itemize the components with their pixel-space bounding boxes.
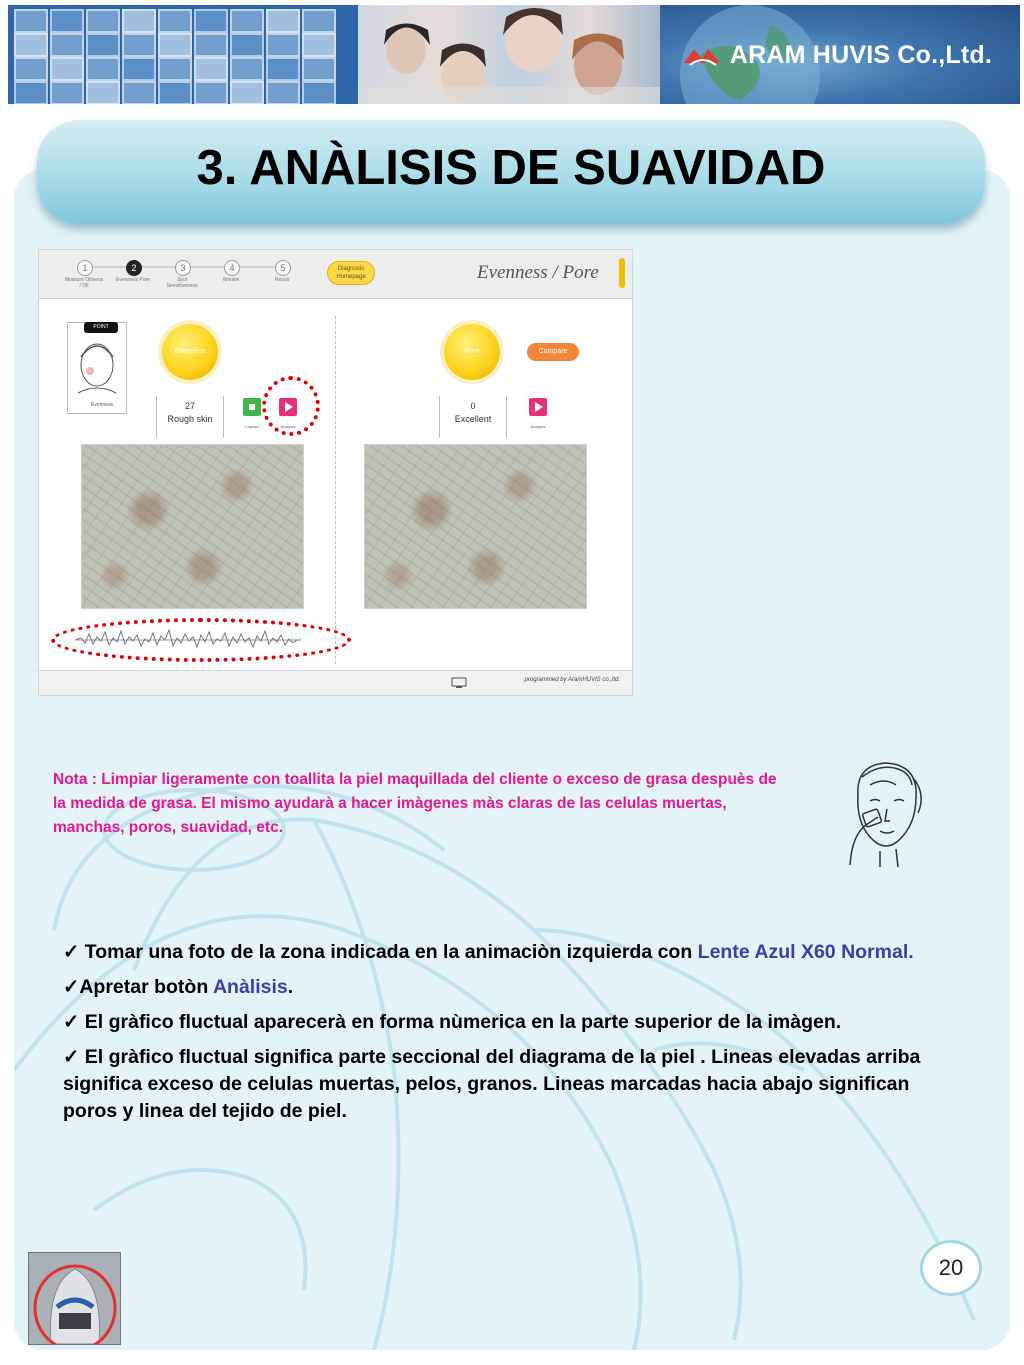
brand [682,41,992,70]
lens-highlight: Lente Azul X60 Normal. [697,941,914,963]
step-2 [126,260,142,276]
analysis-label: Analysis [280,424,296,429]
homepage-button-label: Homepage [336,274,366,280]
analysis-highlight: Anàlisis [212,976,288,998]
woman-cleansing-face-illustration [840,755,932,870]
banner-tile [302,57,336,81]
step-number: 1 [82,263,88,273]
banner-tile [50,81,84,104]
brand-name: ARAM HUVIS Co.,Ltd. [729,41,992,69]
banner-tile [158,33,192,57]
pore-analysis-button[interactable] [529,398,547,416]
banner-tile [194,9,228,33]
note-text: Nota : Limpiar ligeramente con toallita la piel maquillada del cliente o exceso de grasa despuès de la medida de grasa. El mismo ayudarà a hacer imàgenes màs claras de las celulas muertas, manchas, poros, suavidad, etc. [53,771,777,836]
instruction-item [63,974,935,1001]
banner-tile [194,81,228,104]
evenness-button-label: Evenness [174,348,206,355]
credit-bar [39,670,632,695]
pore-score-text: Excellent [454,414,492,424]
instruction-text: ✓ Tomar una foto de la zona indicada en la animaciòn izquierda con [63,941,698,963]
step-number: 4 [229,263,235,273]
banner-tile [158,57,192,81]
homepage-button-top: Diagnosis [337,266,365,272]
capture-label: Capture [244,424,260,429]
step-label: Moisture Oiliness / Oil [64,277,104,289]
aram-huvis-logo-icon [682,45,722,67]
banner-tile [266,33,300,57]
banner-photo-strip [358,5,678,104]
banner-tile [14,57,48,81]
banner-tile [194,33,228,57]
title-marker [619,258,625,288]
banner-tile [86,33,120,57]
banner-tile [14,81,48,104]
instruction-list [63,939,935,1133]
banner-tile [158,9,192,33]
credit-text: programmed by AramHUVIS co.,ltd. [524,677,620,683]
banner-tile [50,9,84,33]
banner-tile [86,57,120,81]
banner-tile [86,9,120,33]
face-guide-icon [68,323,126,413]
skin-image-evenness [81,444,304,609]
instruction-item: ✓ El gràfico fluctual significa parte seccional del diagrama de la piel . Lineas elevadas arriba significa exceso de celulas muertas, pelos, granos. Lineas marcadas hacia abajo significan poros y linea del tejido de piel. [63,1046,921,1122]
evenness-score-value: 27 [184,401,195,411]
banner-tile [302,33,336,57]
analysis-highlight-ring [262,376,320,436]
instruction-item: ✓ El gràfico fluctual aparecerà en forma nùmerica en la parte superior de la imàgen. [63,1011,842,1033]
women-faces-image [358,5,678,104]
skin-image-pore [364,444,587,609]
face-caption: Evenness [91,402,113,408]
instruction-item [63,939,935,966]
panel-divider [335,316,336,664]
banner-tile [122,33,156,57]
banner-tile [266,57,300,81]
banner-tile [230,33,264,57]
software-screenshot [38,249,633,696]
banner-tile [230,81,264,104]
device-photo [29,1253,120,1344]
banner-tile [230,9,264,33]
play-icon [529,398,547,416]
pore-mode-button[interactable] [444,324,500,380]
pore-button-label: Pore [464,348,480,355]
banner-tile [50,33,84,57]
banner-tile [122,9,156,33]
pore-score-value: 0 [470,401,476,411]
instruction-text: ✓Apretar botòn [63,976,213,998]
step-4 [224,260,240,276]
step-number: 5 [280,263,286,273]
banner-tile [230,57,264,81]
banner-tile [86,81,120,104]
graph-highlight-ring [51,618,351,662]
pore-analysis-label: Analysis [530,424,546,429]
banner-tile [50,57,84,81]
banner-tile [158,81,192,104]
compare-button[interactable]: Compare [527,343,579,361]
step-number: 2 [131,263,137,273]
evenness-score-box [156,396,224,438]
step-label: Wrinkle [222,277,240,283]
step-number: 3 [180,263,186,273]
diagnosis-homepage-button[interactable] [327,261,375,285]
point-tag: POINT [84,322,118,333]
screen-title: Evenness / Pore [477,262,599,283]
header-banner [8,5,1020,104]
step-label: Result [274,277,290,283]
banner-tile [122,81,156,104]
face-guide-box [67,322,127,414]
step-3 [175,260,191,276]
banner-tile [302,81,336,104]
evenness-score-text: Rough skin [167,414,213,424]
banner-tile [122,57,156,81]
banner-tile [266,81,300,104]
device-thumbnail [28,1252,121,1345]
page-title: 3. ANÀLISIS DE SUAVIDAD [196,141,826,195]
instruction-text: . [287,976,294,998]
software-step-bar [39,250,632,299]
banner-tile [302,9,336,33]
step-1 [77,260,93,276]
step-label: Evenness Pore [116,277,150,283]
pore-score-box [439,396,507,438]
step-label: Spot Sensitiveness [166,277,198,289]
step-5 [275,260,291,276]
capture-button[interactable] [243,398,261,416]
page-number: 20 [938,1255,964,1280]
capture-icon [243,398,261,416]
banner-tile [14,33,48,57]
evenness-mode-button[interactable] [162,324,218,380]
banner-tile [14,9,48,33]
monitor-icon [451,677,467,689]
banner-tile [266,9,300,33]
banner-tile [194,57,228,81]
